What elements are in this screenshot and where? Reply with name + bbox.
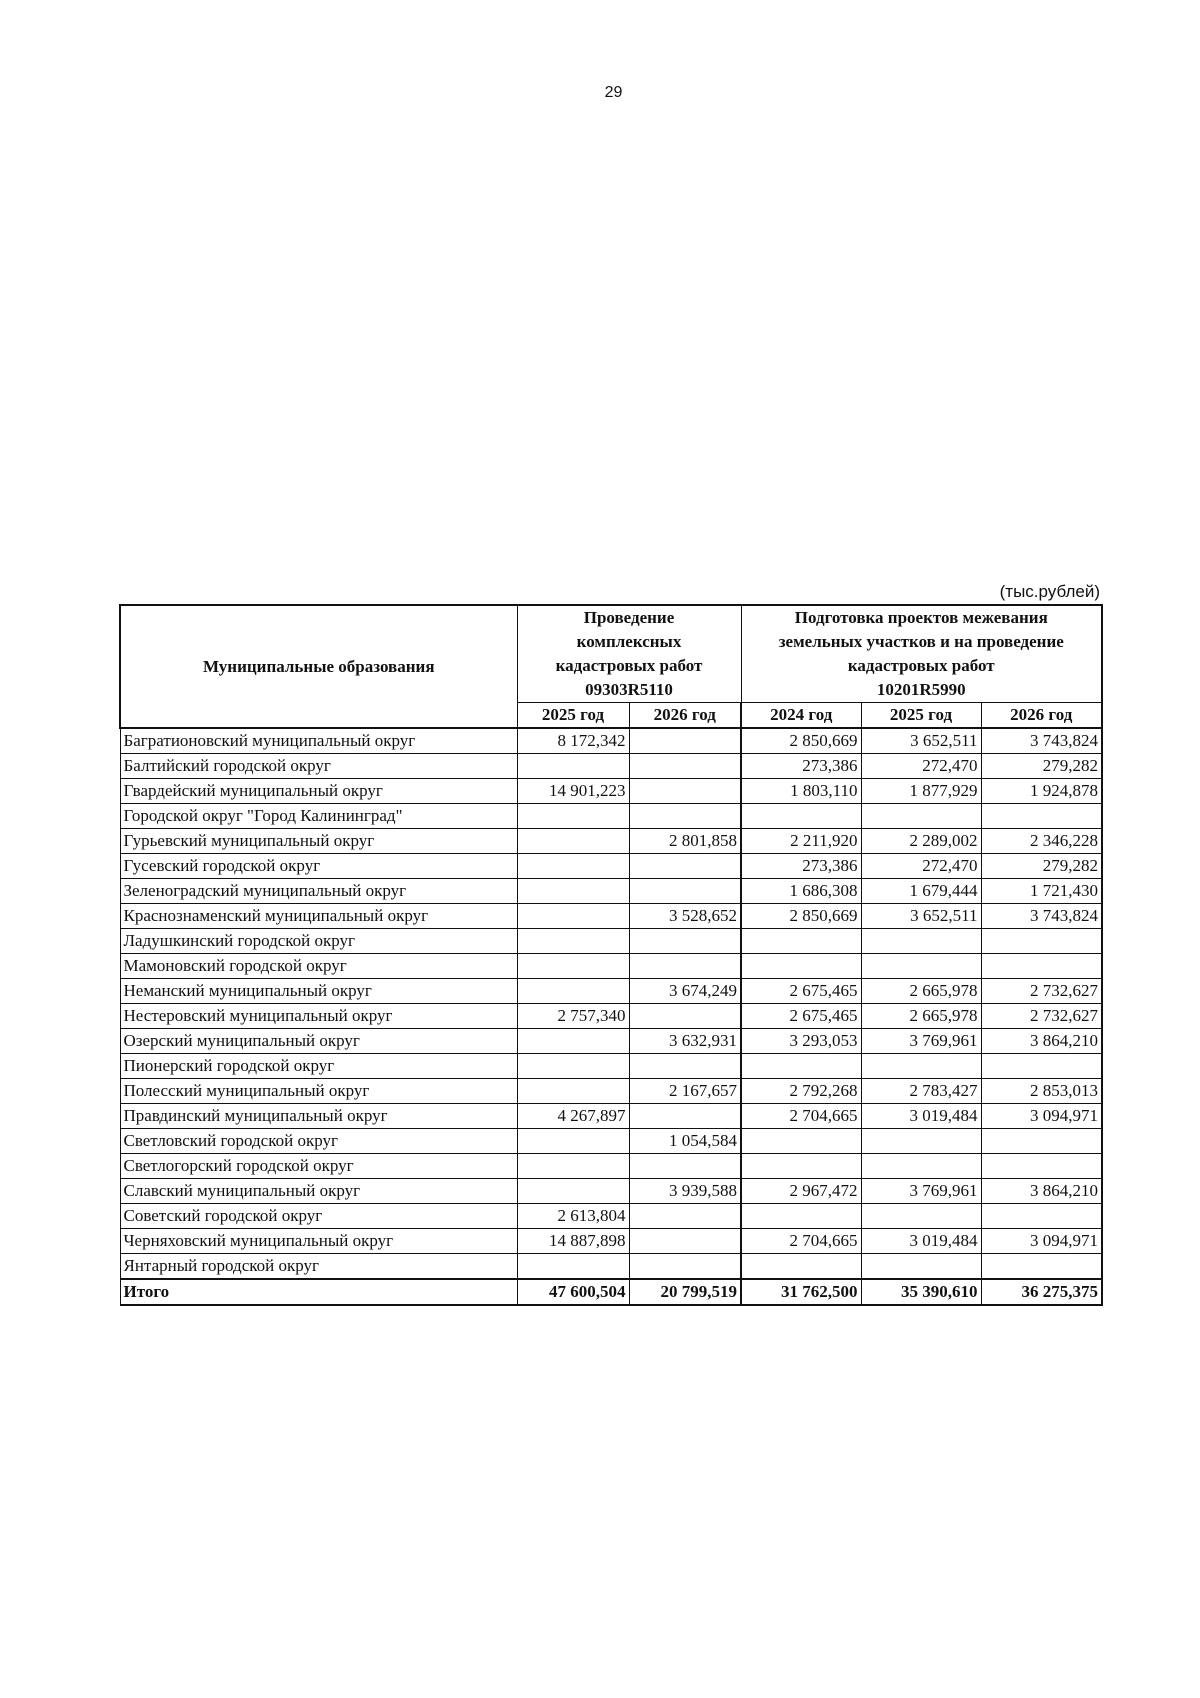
value-cell: 3 743,824 bbox=[981, 904, 1102, 929]
table-row bbox=[120, 804, 1102, 829]
muni-header: Муниципальные образования bbox=[120, 605, 517, 728]
value-cell bbox=[981, 929, 1102, 954]
municipality-name: Светловский городской округ bbox=[120, 1129, 517, 1154]
value-cell bbox=[629, 1229, 741, 1254]
total-value: 31 762,500 bbox=[741, 1279, 861, 1305]
total-row bbox=[120, 1279, 1102, 1305]
value-cell: 2 665,978 bbox=[861, 979, 981, 1004]
table-row bbox=[120, 829, 1102, 854]
value-cell: 1 877,929 bbox=[861, 779, 981, 804]
value-cell bbox=[629, 804, 741, 829]
value-cell: 1 686,308 bbox=[741, 879, 861, 904]
value-cell: 3 094,971 bbox=[981, 1104, 1102, 1129]
table-row bbox=[120, 1029, 1102, 1054]
value-cell bbox=[629, 1254, 741, 1280]
value-cell bbox=[981, 1204, 1102, 1229]
group1-code: 09303R5110 bbox=[585, 680, 673, 699]
value-cell: 1 679,444 bbox=[861, 879, 981, 904]
value-cell bbox=[629, 1054, 741, 1079]
value-cell: 272,470 bbox=[861, 754, 981, 779]
group1-header bbox=[517, 605, 741, 703]
table-row bbox=[120, 1004, 1102, 1029]
municipality-name: Озерский муниципальный округ bbox=[120, 1029, 517, 1054]
group2-line: кадастровых работ bbox=[847, 656, 995, 675]
value-cell: 3 864,210 bbox=[981, 1179, 1102, 1204]
value-cell bbox=[741, 1254, 861, 1280]
municipality-name: Янтарный городской округ bbox=[120, 1254, 517, 1280]
total-label: Итого bbox=[120, 1279, 517, 1305]
units-label: (тыс.рублей) bbox=[999, 582, 1100, 601]
value-cell bbox=[861, 1254, 981, 1280]
value-cell bbox=[629, 879, 741, 904]
value-cell: 14 901,223 bbox=[517, 779, 629, 804]
value-cell: 2 167,657 bbox=[629, 1079, 741, 1104]
year-header: 2024 год bbox=[741, 703, 861, 729]
value-cell bbox=[517, 1129, 629, 1154]
group2-header bbox=[741, 605, 1102, 703]
value-cell bbox=[517, 904, 629, 929]
value-cell bbox=[981, 1254, 1102, 1280]
value-cell bbox=[517, 929, 629, 954]
value-cell: 272,470 bbox=[861, 854, 981, 879]
value-cell bbox=[517, 754, 629, 779]
municipality-name: Нестеровский муниципальный округ bbox=[120, 1004, 517, 1029]
total-value: 20 799,519 bbox=[629, 1279, 741, 1305]
value-cell: 3 743,824 bbox=[981, 728, 1102, 754]
value-cell bbox=[861, 1129, 981, 1154]
value-cell: 3 019,484 bbox=[861, 1104, 981, 1129]
value-cell bbox=[981, 1054, 1102, 1079]
value-cell bbox=[517, 1179, 629, 1204]
value-cell: 2 853,013 bbox=[981, 1079, 1102, 1104]
value-cell bbox=[741, 1054, 861, 1079]
value-cell: 3 094,971 bbox=[981, 1229, 1102, 1254]
value-cell bbox=[861, 954, 981, 979]
municipality-name: Багратионовский муниципальный округ bbox=[120, 728, 517, 754]
value-cell bbox=[981, 804, 1102, 829]
value-cell bbox=[629, 1104, 741, 1129]
value-cell: 3 652,511 bbox=[861, 904, 981, 929]
municipality-name: Гвардейский муниципальный округ bbox=[120, 779, 517, 804]
value-cell bbox=[517, 1029, 629, 1054]
value-cell: 2 757,340 bbox=[517, 1004, 629, 1029]
municipality-name: Неманский муниципальный округ bbox=[120, 979, 517, 1004]
municipality-name: Пионерский городской округ bbox=[120, 1054, 517, 1079]
value-cell bbox=[861, 1054, 981, 1079]
value-cell: 3 769,961 bbox=[861, 1179, 981, 1204]
value-cell: 2 289,002 bbox=[861, 829, 981, 854]
municipality-name: Балтийский городской округ bbox=[120, 754, 517, 779]
value-cell bbox=[517, 1054, 629, 1079]
municipality-name: Черняховский муниципальный округ bbox=[120, 1229, 517, 1254]
table-row bbox=[120, 929, 1102, 954]
group1-line: кадастровых работ bbox=[555, 656, 703, 675]
value-cell: 1 924,878 bbox=[981, 779, 1102, 804]
municipality-name: Гусевский городской округ bbox=[120, 854, 517, 879]
value-cell: 4 267,897 bbox=[517, 1104, 629, 1129]
value-cell: 2 967,472 bbox=[741, 1179, 861, 1204]
group1-line: комплексных bbox=[576, 632, 682, 651]
table-row bbox=[120, 1154, 1102, 1179]
year-header: 2025 год bbox=[861, 703, 981, 729]
total-value: 35 390,610 bbox=[861, 1279, 981, 1305]
value-cell bbox=[629, 1154, 741, 1179]
value-cell: 3 019,484 bbox=[861, 1229, 981, 1254]
year-header: 2026 год bbox=[629, 703, 741, 729]
table-row bbox=[120, 754, 1102, 779]
table-row bbox=[120, 1079, 1102, 1104]
value-cell: 1 721,430 bbox=[981, 879, 1102, 904]
value-cell bbox=[861, 1204, 981, 1229]
table-row bbox=[120, 779, 1102, 804]
table-row bbox=[120, 879, 1102, 904]
value-cell bbox=[517, 1254, 629, 1280]
value-cell: 279,282 bbox=[981, 754, 1102, 779]
value-cell bbox=[981, 954, 1102, 979]
value-cell: 2 850,669 bbox=[741, 728, 861, 754]
table-body bbox=[120, 728, 1102, 1305]
value-cell bbox=[741, 1129, 861, 1154]
value-cell: 279,282 bbox=[981, 854, 1102, 879]
group2-line: Подготовка проектов межевания bbox=[794, 608, 1048, 627]
value-cell bbox=[517, 854, 629, 879]
municipality-name: Гурьевский муниципальный округ bbox=[120, 829, 517, 854]
value-cell bbox=[517, 1079, 629, 1104]
value-cell bbox=[629, 1004, 741, 1029]
table-row bbox=[120, 1129, 1102, 1154]
value-cell: 273,386 bbox=[741, 754, 861, 779]
table-row bbox=[120, 854, 1102, 879]
value-cell: 2 801,858 bbox=[629, 829, 741, 854]
group2-line: земельных участков и на проведение bbox=[778, 632, 1064, 651]
value-cell bbox=[517, 954, 629, 979]
value-cell bbox=[517, 879, 629, 904]
value-cell: 3 864,210 bbox=[981, 1029, 1102, 1054]
value-cell: 2 792,268 bbox=[741, 1079, 861, 1104]
table-row bbox=[120, 979, 1102, 1004]
table-row bbox=[120, 1254, 1102, 1280]
value-cell bbox=[517, 1154, 629, 1179]
value-cell bbox=[741, 929, 861, 954]
value-cell: 3 652,511 bbox=[861, 728, 981, 754]
value-cell: 3 632,931 bbox=[629, 1029, 741, 1054]
value-cell bbox=[981, 1129, 1102, 1154]
municipality-name: Городской округ "Город Калининград" bbox=[120, 804, 517, 829]
value-cell bbox=[981, 1154, 1102, 1179]
value-cell: 2 665,978 bbox=[861, 1004, 981, 1029]
value-cell: 2 675,465 bbox=[741, 1004, 861, 1029]
value-cell: 1 803,110 bbox=[741, 779, 861, 804]
value-cell bbox=[629, 754, 741, 779]
value-cell: 2 613,804 bbox=[517, 1204, 629, 1229]
value-cell: 2 346,228 bbox=[981, 829, 1102, 854]
table-row bbox=[120, 1229, 1102, 1254]
value-cell: 3 528,652 bbox=[629, 904, 741, 929]
municipality-name: Краснознаменский муниципальный округ bbox=[120, 904, 517, 929]
value-cell: 2 783,427 bbox=[861, 1079, 981, 1104]
value-cell: 3 674,249 bbox=[629, 979, 741, 1004]
table-row bbox=[120, 1054, 1102, 1079]
budget-table bbox=[119, 604, 1103, 1306]
table-row bbox=[120, 954, 1102, 979]
municipality-name: Правдинский муниципальный округ bbox=[120, 1104, 517, 1129]
value-cell bbox=[629, 954, 741, 979]
table-header bbox=[120, 605, 1102, 728]
group1-line: Проведение bbox=[583, 608, 675, 627]
municipality-name: Полесский муниципальный округ bbox=[120, 1079, 517, 1104]
value-cell: 2 704,665 bbox=[741, 1104, 861, 1129]
municipality-name: Мамоновский городской округ bbox=[120, 954, 517, 979]
value-cell: 1 054,584 bbox=[629, 1129, 741, 1154]
value-cell bbox=[741, 954, 861, 979]
value-cell: 8 172,342 bbox=[517, 728, 629, 754]
municipality-name: Светлогорский городской округ bbox=[120, 1154, 517, 1179]
value-cell bbox=[517, 829, 629, 854]
value-cell bbox=[861, 1154, 981, 1179]
value-cell bbox=[629, 929, 741, 954]
value-cell: 2 675,465 bbox=[741, 979, 861, 1004]
year-header: 2025 год bbox=[517, 703, 629, 729]
value-cell: 2 732,627 bbox=[981, 979, 1102, 1004]
year-header: 2026 год bbox=[981, 703, 1102, 729]
municipality-name: Ладушкинский городской округ bbox=[120, 929, 517, 954]
value-cell: 3 769,961 bbox=[861, 1029, 981, 1054]
value-cell: 273,386 bbox=[741, 854, 861, 879]
group2-code: 10201R5990 bbox=[876, 680, 966, 699]
municipality-name: Советский городской округ bbox=[120, 1204, 517, 1229]
municipality-name: Славский муниципальный округ bbox=[120, 1179, 517, 1204]
value-cell: 14 887,898 bbox=[517, 1229, 629, 1254]
value-cell bbox=[741, 1204, 861, 1229]
value-cell: 2 704,665 bbox=[741, 1229, 861, 1254]
value-cell bbox=[629, 1204, 741, 1229]
value-cell bbox=[741, 1154, 861, 1179]
value-cell bbox=[741, 804, 861, 829]
value-cell bbox=[517, 804, 629, 829]
table-row bbox=[120, 1179, 1102, 1204]
value-cell: 2 211,920 bbox=[741, 829, 861, 854]
value-cell: 2 850,669 bbox=[741, 904, 861, 929]
value-cell bbox=[861, 929, 981, 954]
value-cell bbox=[629, 854, 741, 879]
value-cell: 2 732,627 bbox=[981, 1004, 1102, 1029]
value-cell bbox=[517, 979, 629, 1004]
total-value: 36 275,375 bbox=[981, 1279, 1102, 1305]
table-row bbox=[120, 728, 1102, 754]
table-row bbox=[120, 1204, 1102, 1229]
value-cell bbox=[629, 728, 741, 754]
value-cell: 3 939,588 bbox=[629, 1179, 741, 1204]
value-cell: 3 293,053 bbox=[741, 1029, 861, 1054]
value-cell bbox=[629, 779, 741, 804]
total-value: 47 600,504 bbox=[517, 1279, 629, 1305]
table-row bbox=[120, 1104, 1102, 1129]
page-number: 29 bbox=[604, 84, 623, 101]
table-row bbox=[120, 904, 1102, 929]
municipality-name: Зеленоградский муниципальный округ bbox=[120, 879, 517, 904]
value-cell bbox=[861, 804, 981, 829]
